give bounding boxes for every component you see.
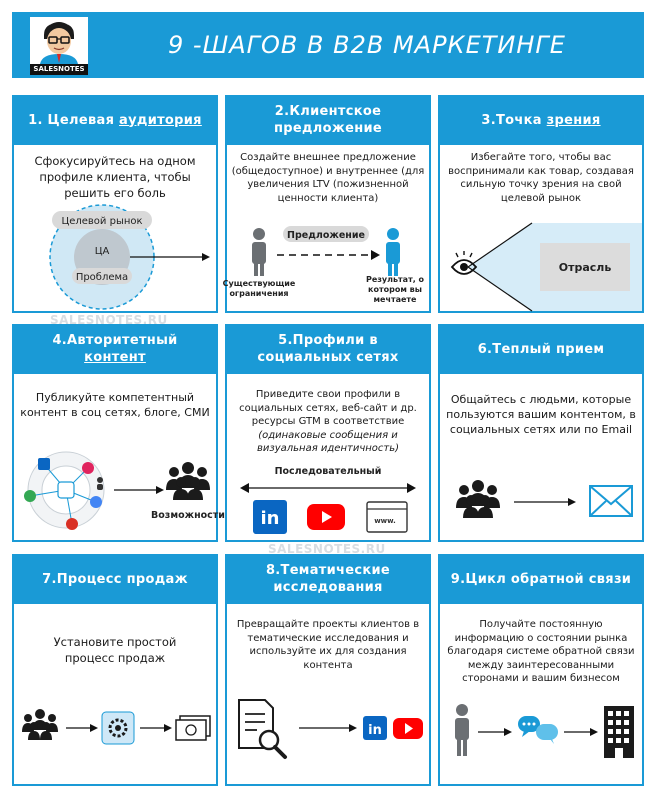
card-customer-offer: [222, 95, 431, 313]
logo-label: SALESNOTES: [30, 64, 88, 75]
label-result-1: Результат, о: [365, 275, 425, 284]
content-icon: [58, 482, 74, 498]
label-existing: Существующие: [222, 279, 296, 288]
label-opportunities: Возможности: [151, 510, 225, 521]
social-icon: [66, 518, 78, 530]
page-title: 9 -ШАГОВ В B2B МАРКЕТИНГЕ: [168, 31, 566, 59]
consistency-diagram: [227, 462, 429, 540]
social-icon: [90, 496, 102, 508]
arrow-right-icon: [407, 483, 416, 493]
arrow-icon: [371, 250, 380, 260]
label-offer: Предложение: [287, 230, 365, 241]
arrow-icon: [349, 724, 357, 732]
arrow-icon: [90, 724, 98, 732]
card-text: Сфокусируйтесь на одном профиле клиента, чтобы решить его боль: [34, 154, 196, 200]
money-icon: [176, 716, 210, 740]
warm-welcome-diagram: [440, 476, 642, 536]
avatar-icon: [30, 17, 88, 64]
card-sales-process: [12, 554, 218, 786]
card-social-profiles: [225, 324, 431, 542]
document-search-icon: [239, 700, 285, 757]
svg-text:www.: www.: [374, 517, 396, 525]
card-title: 1. Целевая аудитория: [12, 95, 218, 145]
logo: [30, 17, 88, 75]
arrow-icon: [202, 253, 210, 261]
person-gray-icon: [252, 228, 266, 276]
sales-process-diagram: [14, 702, 216, 762]
card-title: 7.Процесс продаж: [12, 554, 218, 604]
youtube-icon: [307, 504, 345, 530]
watermark: SALESNOTES.RU: [50, 313, 168, 327]
label-limitations: ограничения: [229, 289, 289, 298]
social-icon: [82, 462, 94, 474]
label-problem: Проблема: [75, 272, 129, 283]
target-market-diagram: [14, 207, 216, 307]
card-text: Превращайте проекты клиентов в тематические исследования и используйте их для создания контента: [236, 619, 420, 671]
spotify-icon: [24, 490, 36, 502]
card-target-audience: [12, 95, 218, 313]
card-title: 2.Клиентское предложение: [225, 95, 431, 145]
watermark: SALESNOTES.RU: [268, 542, 386, 556]
arrow-left-icon: [240, 483, 249, 493]
arrow-icon: [504, 728, 512, 736]
linkedin-icon: [253, 500, 287, 534]
person-blue-icon: [386, 228, 400, 276]
svg-text:in: in: [368, 723, 382, 738]
card-title: 9.Цикл обратной связи: [438, 554, 644, 604]
person-gray-icon: [455, 704, 469, 756]
label-ca: ЦА: [94, 246, 110, 257]
content-network-diagram: [14, 444, 225, 540]
card-feedback-loop: [438, 554, 644, 786]
youtube-icon: [393, 718, 423, 739]
card-title: 3.Точка зрения: [438, 95, 644, 145]
people-group-icon: [166, 462, 210, 500]
card-text: Публикуйте компетентный контент в соц сетях, блоге, СМИ: [20, 391, 210, 419]
linkedin-icon: [363, 716, 387, 740]
building-icon: [604, 706, 634, 758]
arrow-icon: [590, 728, 598, 736]
card-title: 4.Авторитетный контент: [12, 324, 218, 374]
linkedin-icon: [38, 458, 50, 470]
header-banner: [12, 12, 644, 78]
point-of-view-diagram: [440, 217, 642, 311]
feedback-diagram: [440, 702, 642, 766]
process-gear-icon: [102, 712, 134, 744]
email-icon: [590, 486, 632, 516]
card-text: Избегайте того, чтобы вас воспринимали как товар, создавая сильную точку зрения на свой целевой рынок: [448, 152, 634, 204]
svg-text:in: in: [260, 508, 280, 529]
card-authoritative-content: [12, 324, 225, 542]
case-study-diagram: [227, 692, 429, 772]
browser-icon: [367, 502, 407, 532]
label-consistent: Последовательный: [274, 466, 382, 477]
card-title: 6.Теплый прием: [438, 324, 644, 374]
card-title: 5.Профили в социальных сетях: [225, 324, 431, 374]
card-warm-welcome: [438, 324, 644, 542]
label-result-2: котором вы: [368, 285, 422, 294]
label-target-market: Целевой рынок: [61, 216, 143, 227]
card-text: Получайте постоянную информацию о состоянии рынка благодаря системе обратной связи между заинтересованными сторонами и вашим бизнесом: [447, 619, 635, 684]
card-point-of-view: [438, 95, 644, 313]
label-industry: Отрасль: [558, 261, 612, 274]
people-group-icon: [22, 709, 58, 740]
card-text: Приведите свои профили в социальных сетях, веб-сайт и др. ресурсы GTM в соответствие (одинаковые сообщения и визуальная идентичность): [239, 389, 417, 454]
card-text: Создайте внешнее предложение (общедоступное) и внутреннее (для увеличения LTV (пожизненной ценности клиента): [231, 152, 425, 204]
card-text: Установите простой процесс продаж: [53, 635, 177, 665]
card-case-studies: [225, 554, 431, 786]
card-text: Общайтесь с людьми, которые пользуются вашим контентом, в социальных сетях или по Email: [446, 393, 636, 436]
label-result-3: мечтаете: [373, 295, 417, 304]
card-title: 8.Тематические исследования: [225, 554, 431, 604]
arrow-icon: [568, 498, 576, 506]
arrow-icon: [164, 724, 172, 732]
arrow-icon: [156, 486, 164, 494]
eye-icon: [452, 251, 476, 274]
chat-bubbles-icon: [518, 716, 558, 744]
people-group-icon: [456, 480, 500, 518]
offer-diagram: [222, 222, 429, 312]
